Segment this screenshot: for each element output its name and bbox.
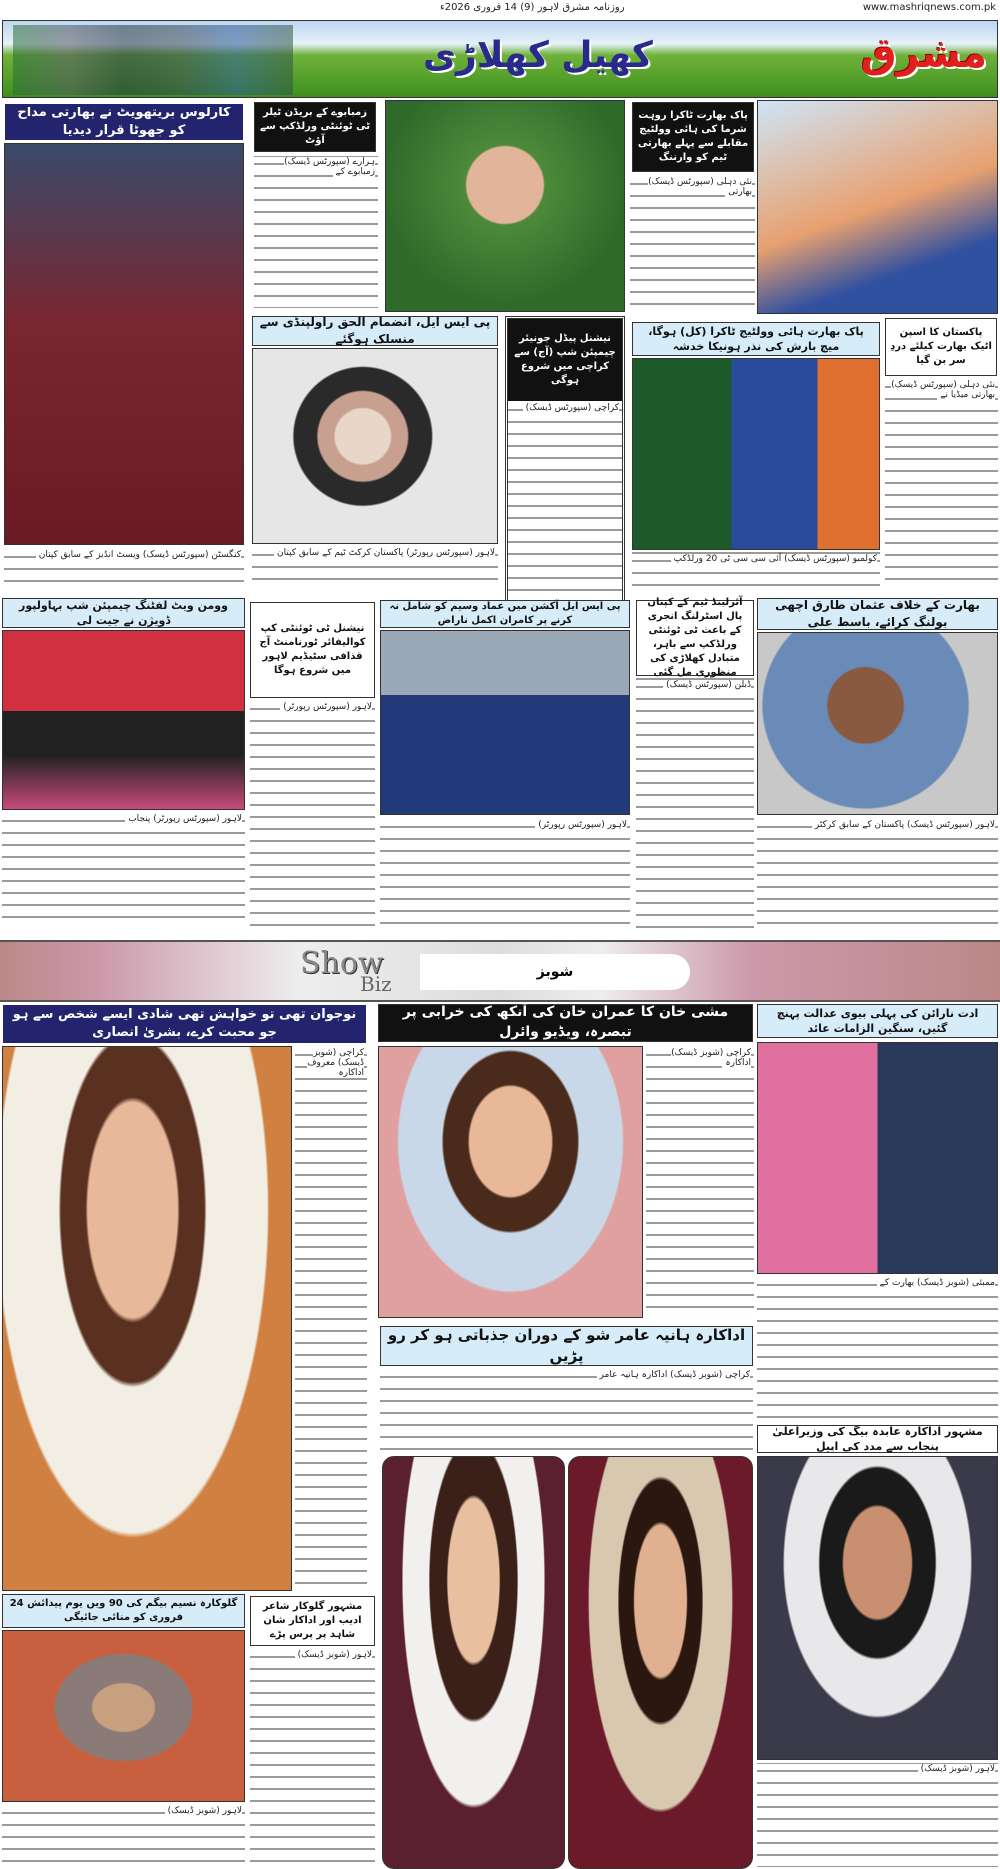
mishi-khan-photo xyxy=(378,1046,643,1318)
article-body: لاہور (سپورٹس رپورٹر) پنجاب xyxy=(2,812,245,930)
kamran-akmal-photo xyxy=(380,630,630,815)
hania-amir-photo-1 xyxy=(382,1456,565,1869)
article-body: کراچی (شوبز ڈیسک) معروف اداکارہ xyxy=(295,1046,367,1591)
lifting-team-photo xyxy=(2,630,245,810)
article-body: لاہور (سپورٹس رپورٹر) xyxy=(250,700,375,930)
article-body: ممبئی (شوبز ڈیسک) بھارت کے xyxy=(757,1276,998,1422)
headline[interactable]: آئرلینڈ ٹیم کے کپتان پال اسٹرلنگ انجری کے باعث ٹی ٹوئنٹی ورلڈکپ سے باہر، متبادل کھلاڑی کی منظوری مل گئی xyxy=(636,600,754,676)
article-body: لاہور (شوبز ڈیسک) xyxy=(2,1804,245,1869)
headline[interactable]: کارلوس بریتھویٹ نے بھارتی مداح کو جھوٹا قرار دیدیا xyxy=(4,103,244,141)
section-banner xyxy=(2,20,998,98)
article-body: ہرارے (سپورٹس ڈیسک) زمبابوے کے xyxy=(254,155,378,310)
headline[interactable]: نیشنل پیڈل جونیئر چیمپئن شپ (آج) سے کراچی میں شروع ہوگی xyxy=(508,319,622,401)
tennis-story xyxy=(505,316,625,628)
rohit-photo xyxy=(757,100,998,314)
showbiz-banner xyxy=(0,940,1000,1002)
pak-india-photo xyxy=(632,358,880,550)
taylor-photo xyxy=(385,100,625,312)
hania-amir-photo-2 xyxy=(568,1456,753,1869)
article-body: ڈبلن (سپورٹس ڈیسک) xyxy=(636,678,754,930)
abida-baig-photo xyxy=(757,1456,998,1760)
article-body: لاہور (شوبز ڈیسک) xyxy=(250,1648,375,1869)
headline[interactable]: پاک بھارت ٹاکرا روہت شرما کی ہائی وولٹیج مقابلے سے پہلے بھارتی ٹیم کو وارننگ xyxy=(632,102,754,172)
headline[interactable]: وومن ویٹ لفٹنگ چیمپئن شپ بہاولپور ڈویژن نے جیت لی xyxy=(2,598,245,628)
naseem-begum-photo xyxy=(2,1630,245,1802)
article-body: کراچی (شوبز ڈیسک) اداکارہ ہانیہ عامر xyxy=(380,1368,753,1454)
date-line: روزنامہ مشرق لاہور (9) 14 فروری 2026ء xyxy=(440,2,625,13)
showbiz-en-1: Show xyxy=(300,946,384,981)
headline[interactable]: پاک بھارت ہائی وولٹیج ٹاکرا (کل) ہوگا، میچ بارش کی نذر ہونیکا خدشہ xyxy=(632,322,880,356)
headline[interactable]: نیشنل ٹی ٹوئنٹی کپ کوالیفائر ٹورنامنٹ آج قذافی سٹیڈیم لاہور میں شروع ہوگا xyxy=(250,602,375,698)
headline[interactable]: ادت نارائن کی پہلی بیوی عدالت پہنچ گئیں، سنگین الزامات عائد xyxy=(757,1004,998,1038)
article-body: نئی دہلی (سپورٹس ڈیسک) بھارتی میڈیا نے xyxy=(885,378,998,588)
headline[interactable]: گلوکارہ نسیم بیگم کی 90 ویں یوم پیدائش 24 فروری کو منائی جائیگی xyxy=(2,1594,245,1628)
article-body: کراچی (سپورٹس ڈیسک) xyxy=(508,401,622,623)
headline[interactable]: اداکارہ ہانیہ عامر شو کے دوران جذباتی ہو کر رو پڑیں xyxy=(380,1326,753,1366)
udit-narayan-photo xyxy=(757,1042,998,1274)
headline[interactable]: پاکستان کا اسپن اٹیک بھارت کیلئے دردِ سر بن گیا xyxy=(885,318,997,376)
inzamam-photo xyxy=(252,348,498,544)
article-body: لاہور (سپورٹس رپورٹر) پاکستان کرکٹ ٹیم کے سابق کپتان xyxy=(252,546,498,590)
website-url[interactable]: www.mashriqnews.com.pk xyxy=(862,2,996,13)
athletes-image xyxy=(13,25,293,95)
headline[interactable]: بھارت کے خلاف عثمان طارق اچھی بولنگ کرائے، باسط علی xyxy=(757,598,998,630)
article-body: کراچی (شوبز ڈیسک) اداکارہ xyxy=(646,1046,754,1318)
headline[interactable]: مشہور گلوکار شاعر ادیب اور اداکار شان شاہد پر پرس پڑے xyxy=(250,1596,375,1646)
article-body: نئی دہلی (سپورٹس ڈیسک) بھارتی xyxy=(630,175,755,312)
headline[interactable]: زمبابوے کے بریڈن ٹیلر ٹی ٹوئنٹی ورلڈکپ سے آؤٹ xyxy=(254,102,376,152)
article-body: لاہور (شوبز ڈیسک) xyxy=(757,1762,998,1869)
headline[interactable]: مشی خان کا عمران خان کی آنکھ کی خرابی پر تبصرہ، ویڈیو وائرل xyxy=(378,1004,753,1042)
showbiz-en-2: Biz xyxy=(360,972,392,996)
logo: مشرق xyxy=(860,31,987,77)
article-body: لاہور (سپورٹس رپورٹر) xyxy=(380,818,630,930)
basit-ali-photo xyxy=(757,632,998,815)
article-body: کولمبو (سپورٹس ڈیسک) آئی سی سی ٹی 20 ورلڈکپ xyxy=(632,552,880,588)
article-body: کنگسٹن (سپورٹس ڈیسک) ویسٹ انڈیز کے سابق کپتان xyxy=(4,548,244,590)
headline[interactable]: مشہور اداکارہ عابدہ بیگ کی وزیراعلیٰ پنجاب سے مدد کی اپیل xyxy=(757,1425,998,1453)
section-title: کھیل کھلاڑی xyxy=(423,35,653,76)
headline[interactable]: پی ایس ایل، انضمام الحق راولپنڈی سے منسلک ہوگئے xyxy=(252,316,498,346)
bushra-ansari-photo xyxy=(2,1046,292,1591)
headline[interactable]: نوجوان تھی تو خواہش تھی شادی ایسے شخص سے ہو جو محبت کرے، بشریٰ انصاری xyxy=(2,1004,367,1044)
brathwaite-photo xyxy=(4,143,244,545)
headline[interactable]: پی ایس ایل آکشن میں عماد وسیم کو شامل نہ کرنے پر کامران اکمل ناراض xyxy=(380,600,630,628)
showbiz-ur: شوبز xyxy=(420,954,690,990)
article-body: لاہور (سپورٹس ڈیسک) پاکستان کے سابق کرکٹر xyxy=(757,818,998,930)
